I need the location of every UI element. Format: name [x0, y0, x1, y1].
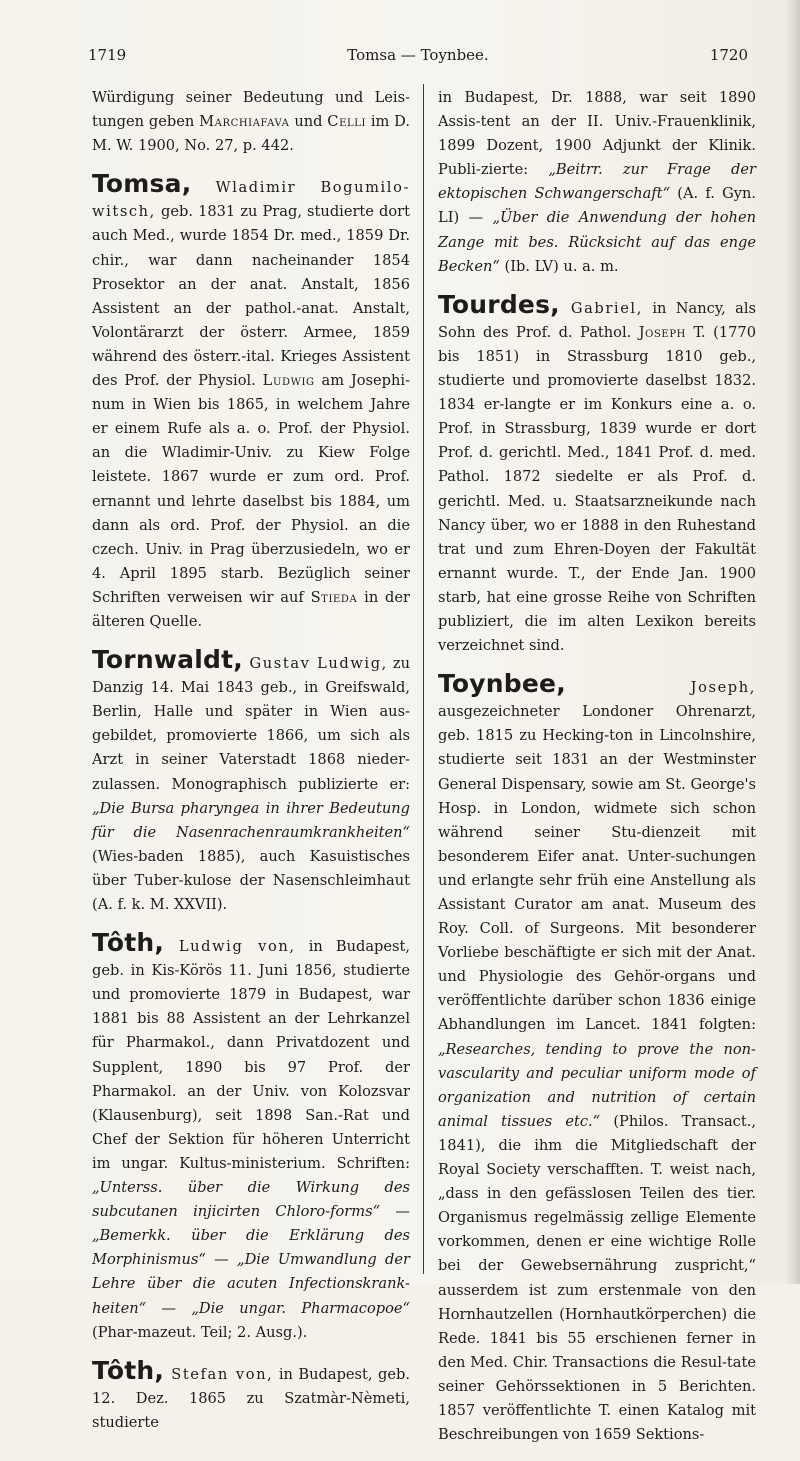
entry-toynbee [438, 669, 756, 1447]
right-column-number: 1720 [709, 46, 748, 64]
entry-text: ausgezeichneter Londoner Ohrenarzt, geb. 1815 zu Hecking-ton in Lincolnshire, studierte seit 1831 an der Westminster General Dispensary, sowie am St. George's Hosp. in London, widmete sich schon während seiner Stu-dienzeit mit besonderem Eifer anat. Unter-suchungen und erlangte sehr früh eine Anstellung als Assistant Curator am anat. Museum des Roy. Coll. of Surgeons. Mit besonderer Vorliebe beschäftigte er sich mit der Anat. und Physiologie des Gehör-organs und veröffentlichte darüber schon 1836 einige Abhandlungen im Lancet. 1841 folgten: [438, 703, 756, 1034]
forename: Gabriel, [559, 299, 643, 317]
entry-text: T. (1770 bis 1851) in Strassburg 1810 geb., studierte und promovierte daselbst 1832. 1834 er-langte er im Konkurs eine a. o. Prof. in Strassburg, 1839 wurde er dort Prof. d. gerichtl. Med., 1841 Prof. d. med. Pathol. 1872 siedelte er als Prof. d. gerichtl. Med. u. Staatsarzneikunde nach Nancy über, wo er 1888 in den Ruhestand trat und zum Ehren-Doyen der Fakultät ernannt wurde. T., der Ende Jan. 1900 starb, hat eine grosse Reihe von Schriften publiziert, die im alten Lexikon bereits verzeichnet sind. [438, 323, 756, 655]
publication-title: „Die Bursa pharyngea in ihrer Bedeutung für die Nasenrachenraumkrankheiten“ [92, 799, 410, 841]
entry-text: — [205, 1251, 238, 1269]
entry-text: in Nancy, als Sohn des Prof. d. Pathol. [438, 299, 757, 341]
person-name: Marchiafava [199, 113, 290, 131]
headword: Tôth, [92, 1355, 165, 1385]
entry-continuation-right [438, 86, 756, 279]
entry-toth-ludwig [92, 928, 411, 1345]
entry-tomsa [92, 169, 410, 634]
entry-text: im D. M. W. 1900, No. 27, p. 442. [92, 113, 410, 155]
entry-text: und [289, 113, 328, 131]
entry-toth-stefan [92, 1355, 410, 1435]
headword: Tornwaldt, [92, 645, 243, 675]
entry-text: in Budapest, Dr. 1888, war seit 1890 Assis-tent an der II. Univ.-Frauenklinik, 1899 Dozent, 1900 Adjunkt der Klinik. Publi-zierte: [438, 89, 756, 179]
publication-title: „Die Umwandlung der Lehre über die acuten Infectionskrank-heiten“ [92, 1251, 410, 1317]
right-column [438, 86, 756, 1461]
entry-text: am Josephi-num in Wien bis 1865, in welchem Jahre er einem Rufe als a. o. Prof. der Physiol. an die Wladimir-Univ. zu Kiew Folge leistete. 1867 wurde er zum ord. Prof. ernannt und lehrte daselbst bis 1884, um dann als ord. Prof. der Physiol. an die czech. Univ. in Prag überzusiedeln, wo er 4. April 1895 starb. Bezüglich seiner Schriften verweisen wir auf [92, 372, 410, 606]
person-name: Celli [327, 113, 366, 131]
entry-text: (Phar-mazeut. Teil; 2. Ausg.). [92, 1323, 308, 1341]
entry-tourdes [438, 289, 757, 658]
publication-title: „Bemerkk. über die Erklärung des Morphinismus“ [92, 1227, 410, 1269]
column-divider [423, 84, 424, 1274]
publication-title: „Die ungar. Pharmacopoe“ [191, 1299, 410, 1317]
forename: Stefan von, [164, 1365, 274, 1383]
entry-text: in Budapest, geb. in Kis-Körös 11. Juni 1856, studierte und promovierte 1879 in Budapest, war 1881 bis 88 Assistent an der Lehrkanzel für Pharmakol., dann Privatdozent und Supplent, 1890 bis 97 Prof. der Pharmakol. an der Univ. von Kolozsvar (Klausenburg), seit 1898 San.-Rat und Chef der Sektion für höheren Unterricht im ungar. Kultus-ministerium. Schriften: [92, 938, 411, 1172]
running-header [88, 46, 748, 72]
entry-text: zu Danzig 14. Mai 1843 geb., in Greifswald, Berlin, Halle und später in Wien aus-gebildet, promovierte 1866, um sich als Arzt in seiner Vaterstadt 1868 nieder-zulassen. Monographisch publizierte er: [92, 655, 410, 793]
publication-title: „Researches, tending to prove the non-vascularity and peculiar uniform mode of organization and nutrition of certain animal tissues etc.“ [438, 1040, 756, 1130]
page-edge-shadow [786, 0, 800, 1284]
headword: Tomsa, [92, 169, 192, 199]
entry-text: Würdigung seiner Bedeutung und Leis-tungen geben [92, 89, 410, 131]
publication-title: „Beitrr. zur Frage der ektopischen Schwangerschaft“ [438, 161, 756, 203]
headword: Tourdes, [438, 289, 560, 319]
forename: Ludwig von, [164, 938, 296, 956]
entry-text: — [146, 1299, 192, 1317]
publication-title: „Über die Anwendung der hohen Zange mit bes. Rücksicht auf das enge Becken“ [438, 209, 756, 275]
entry-text: geb. 1831 zu Prag, studierte dort auch Med., wurde 1854 Dr. med., 1859 Dr. chir., war dann nacheinander 1854 Prosektor an der anat. Anstalt, 1856 Assistent an der pathol.-anat. Anstalt, Volontärarzt der österr. Armee, 1859 während des österr.-ital. Krieges Assistent des Prof. der Physiol. [92, 203, 410, 390]
entry-text: (A. f. Gyn. LI) — [438, 185, 757, 227]
person-name: Ludwig [262, 372, 315, 390]
headword: Tôth, [92, 928, 165, 958]
headword: Toynbee, [438, 669, 566, 699]
entry-continuation-left [92, 86, 410, 158]
entry-text: in Budapest, geb. 12. Dez. 1865 zu Szatmàr-Nèmeti, studierte [92, 1365, 410, 1431]
entry-text: — [380, 1203, 410, 1221]
left-column-number: 1719 [88, 46, 127, 64]
entry-tornwaldt [92, 645, 410, 917]
running-title: Tomsa — Toynbee. [347, 46, 489, 64]
person-name: Joseph [638, 323, 686, 341]
entry-text: (Wies-baden 1885), auch Kasuistisches über Tuber-kulose der Nasenschleimhaut (A. f. k. M. XXVII). [92, 847, 410, 913]
forename: Gustav Ludwig, [242, 655, 388, 673]
left-column [92, 86, 410, 1449]
forename: Wladimir Bogumilo-witsch, [92, 179, 410, 221]
publication-title: „Unterss. über die Wirkung des subcutanen injicirten Chloro-forms“ [92, 1179, 410, 1221]
person-name: Stieda [310, 588, 358, 606]
entry-text: in der älteren Quelle. [92, 588, 410, 630]
forename: Joseph, [565, 679, 756, 697]
entry-text: (Ib. LV) u. a. m. [499, 257, 619, 275]
entry-text: (Philos. Transact., 1841), die ihm die Mitgliedschaft der Royal Society verschafften. T. weist nach, „dass in den gefässlosen Teilen des tier. Organismus regelmässig zellige Elemente vorkommen, denen er eine wichtige Rolle bei der Gewebsernährung zuspricht,“ ausserdem ist zum erstenmale von den Hornhautzellen (Hornhautkörperchen) die Rede. 1841 bis 55 erschienen ferner in den Med. Chir. Transactions die Resul-tate seiner Gehörssektionen in 5 Berichten. 1857 veröffentlichte T. einen Katalog mit Beschreibungen von 1659 Sektions- [438, 1112, 756, 1444]
